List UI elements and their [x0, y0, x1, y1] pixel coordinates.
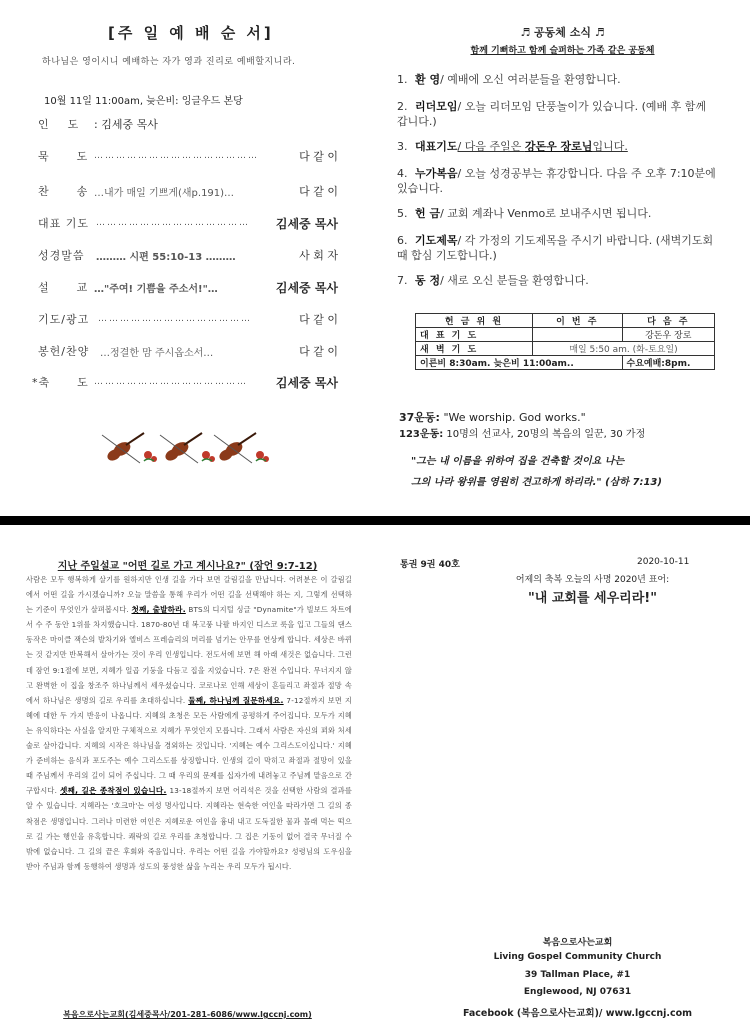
rose-icon: [144, 451, 157, 462]
item-text: / 예배에 오신 여러분들을 환영합니다.: [440, 73, 621, 86]
item-number: 1.: [397, 73, 408, 86]
church-facebook[interactable]: Facebook (복음으로사는교회)/ www.lgccnj.com: [462, 1008, 693, 1019]
row-value: 다 같 이: [299, 185, 338, 198]
church-name-korean: 복음으로사는교회: [542, 938, 613, 948]
row-label: 대표 기도: [38, 217, 90, 230]
table-header-cell: 헌 금 위 원: [416, 314, 533, 328]
offering-table: [415, 313, 715, 370]
row-value: 김세중 목사: [275, 375, 338, 390]
row-label: 찬: [38, 185, 50, 198]
movement-37-head: 37운동:: [399, 411, 440, 424]
item-number: 5.: [397, 207, 408, 220]
movement-123-head: 123운동:: [399, 429, 444, 440]
church-address-line2: Englewood, NJ 07631: [523, 987, 632, 997]
table-cell: 이른비 8:30am. 늦은비 11:00am..: [416, 356, 623, 370]
announcement-item: [397, 99, 717, 129]
row-label2: 교: [76, 281, 89, 294]
row-label: 봉헌/찬양: [38, 345, 90, 358]
movement-37-text: "We worship. God works.": [439, 411, 586, 424]
sermon-body: [26, 572, 352, 874]
item-number: 3.: [397, 140, 408, 153]
row-dots: ………………………………………: [94, 151, 259, 161]
row-value: 다 같 이: [299, 313, 338, 326]
item-head: 누가복음: [415, 167, 458, 180]
item-head: 기도제목: [415, 234, 458, 247]
table-cell: 수요예배:8pm.: [622, 356, 715, 370]
volume-number: 통권 9권 40호: [400, 560, 460, 570]
sermon-point: 첫째, 출발하라.: [131, 605, 186, 615]
item-head: 리더모임: [415, 100, 458, 113]
violin-icon: [214, 433, 256, 463]
announcements-title: ♬ 공동체 소식 ♬: [520, 26, 605, 39]
bulletin-date: 2020-10-11: [637, 557, 690, 567]
cover-panel: [375, 527, 750, 1027]
service-row: [38, 279, 338, 295]
row-label: 인: [38, 118, 50, 131]
violin-icon: [102, 433, 144, 463]
row-dots: ……………………………………: [98, 314, 252, 324]
church-name-english: Living Gospel Community Church: [493, 952, 662, 962]
sermon-text: BTS의 디지털 싱글 "Dynamite"가 빌보드 차트에서 수 주 동안 1위를 차지했습니다. 1870-80년 대 복고풍 나팔 바지인 디스코 룩을 입고 그들의 댄스 동작은 마이클 잭슨의 발차기와 엘비스 프레슬리의 머리를 넘기는 안무를 연상케 합니다. 세상은 바뀌는 것 같지만 반복해서 살아가는 것이 우리 인생입니다. 전도서에 보면 해 아래 새것은 없습니다. 그런데 잠언 9:1절에 보면, 지혜가 일곱 기둥을 다듬고 집을 지었습니다. 7은 완전 수입니다. 무너지지 않고 완벽한 이 집을 창조주 하나님께서 세우셨습니다. 코로나로 인해 세상이 흔들리고 좌절과 절망 속에서 하나님은 생명의 길로 우리를 초대하십니다.: [26, 605, 352, 705]
item-number: 6.: [397, 234, 408, 247]
table-header-row: [416, 314, 715, 328]
item-head: 헌 금: [415, 207, 441, 220]
row-label: 설: [38, 281, 50, 294]
year-motto: "내 교회를 세우리라!": [528, 591, 657, 606]
row-label2: 송: [76, 185, 89, 198]
item-text: / 각 가정의 기도제목을 주시기 바랍니다. (새벽기도회 때 합심 기도합니다.): [397, 234, 714, 262]
table-cell: 대 표 기 도: [416, 328, 533, 342]
row-label: 기도/광고: [38, 313, 90, 326]
item-text: / 오늘 성경공부는 휴강합니다. 다음 주 오후 7:10분에 있습니다.: [397, 167, 716, 195]
row-value: 다 같 이: [299, 150, 338, 163]
sermon-footer: 복음으로사는교회(김세중목사/201-281-6086/www.lgccnj.com): [63, 1010, 312, 1019]
movement-123-text: 10명의 선교사, 20명의 복음의 일꾼, 30 가정: [443, 429, 646, 440]
item-number: 4.: [397, 167, 408, 180]
service-row: [38, 148, 338, 164]
announcement-item: [397, 139, 717, 154]
page-divider: [0, 516, 750, 525]
service-row: [38, 183, 338, 199]
table-cell: 강돈우 장로: [622, 328, 715, 342]
announcement-item: [397, 233, 717, 263]
sermon-text: 13-18절까지 보면 어리석은 것을 선택한 사람의 결과를 알 수 있습니다. 지혜라는 '호크마'는 여성 명사입니다. 지혜라는 현숙한 여인을 따라가면 그 길의 종착점은 생명입니다. 그러나 미련한 여인은 지혜로운 여인을 흉내 내고 도둑질한 물과 몰래 먹는 떡으로 길 가는 행인을 유혹합니다. 쾌락의 길로 우리를 초청합니다. 그 집은 기동이 없어 결국 무너질 수 밖에 없습니다. 그 길의 끝은 후회와 죽음입니다. 우리는 어떤 길을 가야할까요? 성령님의 도우심을 받아 주님과 함께 동행하여 생명과 성도의 풍성한 삶을 누리는 우리 모두가 됩시다.: [26, 786, 352, 871]
item-text: / 다음 주일은: [457, 140, 525, 153]
row-dots: …"주여! 기쁨을 주소서!"…: [94, 283, 218, 295]
sermon-title: 지난 주일설교 "어떤 길로 가고 계시나요?" (잠언 9:7-12): [57, 561, 318, 572]
row-label2: 도: [77, 376, 89, 389]
table-row: [416, 342, 715, 356]
service-row: [38, 311, 338, 327]
row-label: 묵: [38, 150, 50, 163]
sermon-text: 사람은 모두 행복하게 살기를 원하지만 인생 길을 가다 보면 갈림길을 만납니다. 어려분은 이 갈림길에서 어떤 길을 가시겠습니까? 오늘 말씀을 통해 우리가 어떤 길을 선택해야 하는 지, 그렇게 선택하는 기준이 무엇인가 살펴봅시다.: [26, 575, 352, 615]
sermon-panel: [0, 527, 375, 1027]
row-label2: 도: [67, 118, 80, 131]
table-header-cell: 이 번 주: [533, 314, 622, 328]
item-number: 7.: [397, 274, 408, 287]
item-text: / 오늘 리더모임 단풍놀이가 있습니다. (예배 후 함께 갑니다.): [397, 100, 707, 128]
movement-123-line: [399, 425, 645, 440]
service-date-line: 10월 11일 11:00am, 늦은비: 잉글우드 본당: [44, 96, 243, 107]
item-head: 대표기도: [415, 140, 458, 153]
row-dots: …정결한 맘 주시옵소서…: [100, 347, 214, 359]
row-value: 김세중 목사: [275, 280, 338, 295]
row-dots: ……………………………………: [94, 377, 248, 387]
order-of-service-panel: [0, 0, 375, 513]
item-number: 2.: [397, 100, 408, 113]
announcements-subtitle: 함께 기뻐하고 함께 슬퍼하는 가족 같은 공동체: [470, 46, 655, 56]
service-subtitle: 하나님은 영이시니 예배하는 자가 영과 진리로 예배할지니라.: [42, 57, 296, 67]
service-title: [주 일 예 배 순 서]: [108, 24, 274, 42]
table-cell: [533, 328, 622, 342]
row-dots: ……… 시편 55:10-13 ………: [96, 251, 236, 263]
announcements-panel: [375, 0, 750, 513]
item-head: 동 정: [415, 274, 441, 287]
row-label2: 도: [76, 150, 89, 163]
table-cell: 새 벽 기 도: [416, 342, 533, 356]
year-theme: 어제의 축복 오늘의 사명 2020년 표어:: [515, 575, 670, 585]
sermon-point: 셋째, 길은 종착점이 있습니다.: [60, 786, 167, 796]
item-highlight: 강돈우 장로님: [524, 140, 593, 153]
service-row: [38, 116, 338, 132]
sermon-point: 둘째, 하나님께 질문하세요.: [188, 695, 284, 705]
violin-icon: [160, 433, 202, 463]
item-text: / 교회 계좌나 Venmo로 보내주시면 됩니다.: [440, 207, 652, 220]
row-value: 다 같 이: [299, 345, 338, 358]
table-row: [416, 356, 715, 370]
announcement-item: [397, 273, 717, 288]
announcement-item: [397, 166, 717, 196]
table-cell: 매일 5:50 am. (화-토요일): [533, 342, 715, 356]
scripture-quote-line2: 그의 나라 왕위를 영원히 견고하게 하리라." (삼하 7:13): [411, 477, 662, 488]
movement-37-line: [399, 409, 586, 425]
announcement-item: [397, 206, 717, 221]
row-dots: ……………………………………: [96, 218, 250, 228]
service-row: [38, 343, 338, 359]
table-row: [416, 328, 715, 342]
service-row: [32, 374, 338, 390]
item-text-end: 입니다.: [592, 140, 628, 153]
row-value: : 김세중 목사: [94, 118, 158, 131]
item-text: / 새로 오신 분들을 환영합니다.: [440, 274, 589, 287]
row-label: *축: [32, 376, 51, 389]
rose-icon: [256, 451, 269, 462]
violin-roses-decoration: [100, 425, 270, 469]
row-dots: …내가 매일 기쁘게(새p.191)…: [94, 187, 235, 199]
service-row: [38, 215, 338, 231]
sermon-text: 7-12절까지 보면 지혜에 대한 두 가지 반응이 나옵니다. 지혜의 초청은 모든 사람에게 공평하게 주어집니다. 모두가 지혜는 유익하다는 사실을 알지만 구체적으로 지혜가 무엇인지 모릅니다. 그래서 사람은 자신의 꾀와 처세술로 살아갑니다. 지혜의 시작은 하나님을 경외하는 것입니다. '지혜는 예수 그리스도이십니다.' 지혜가 준비하는 음식과 포도주는 예수 그리스도를 상징합니다. 인생의 길이 막히고 좌절과 절망이 있을 때 주님께서 우리의 길이 되어 주십니다. 그 때 우리의 문제를 십자가에 내려놓고 주님께 맡음으로 간구합시다.: [26, 695, 353, 796]
scripture-quote-line1: "그는 내 이름을 위하여 집을 건축할 것이요 나는: [411, 456, 625, 467]
item-head: 환 영: [415, 73, 441, 86]
row-label: 성경말씀: [38, 249, 85, 262]
announcement-item: [397, 72, 717, 87]
row-value: 사 회 자: [299, 249, 338, 262]
service-row: [38, 247, 338, 263]
church-address-line1: 39 Tallman Place, #1: [524, 970, 631, 980]
row-value: 김세중 목사: [275, 216, 338, 231]
table-header-cell: 다 음 주: [622, 314, 715, 328]
rose-icon: [202, 451, 215, 462]
